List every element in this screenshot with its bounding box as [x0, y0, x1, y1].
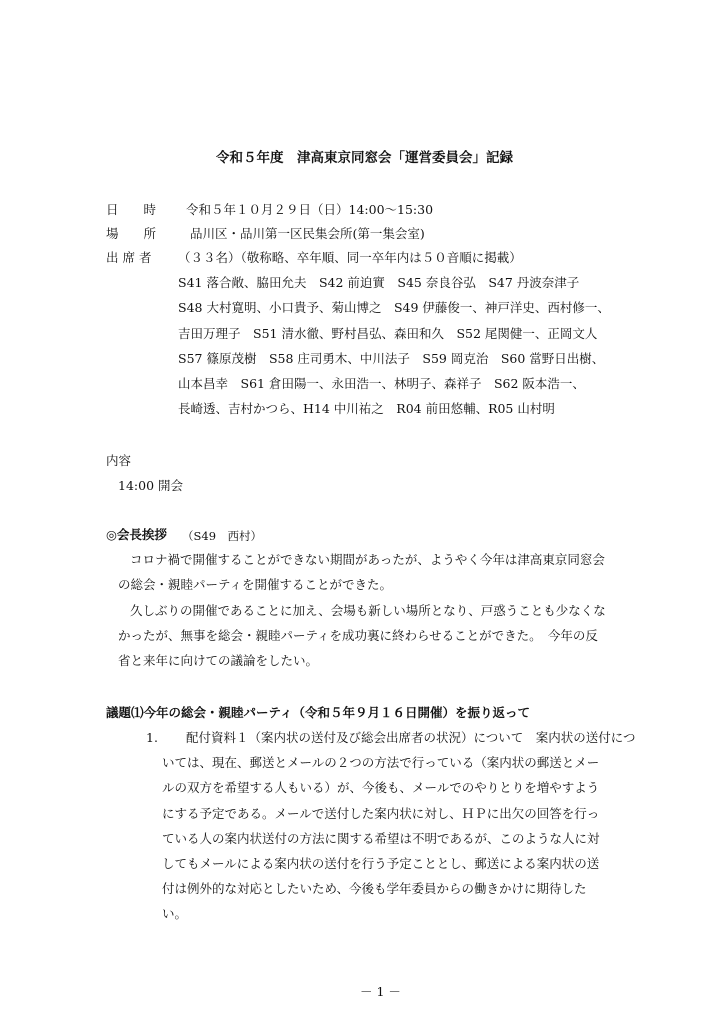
greeting-paragraph-line: かったが、無事を総会・親睦パーティを成功裏に終わらせることができた。 今年の反	[118, 628, 598, 643]
date-value: 令和５年１０月２９日（日）14:00～15:30	[186, 202, 434, 217]
agenda-item-line: いては、現在、郵送とメールの２つの方法で行っている（案内状の郵送とメー	[162, 755, 600, 770]
agenda-item-line: にする予定である。メールで送付した案内状に対し、ＨＰに出欠の回答を行っ	[162, 806, 600, 821]
place-label: 場 所	[106, 226, 157, 241]
greeting-paragraph-line: 久しぶりの開催であることに加え、会場も新しい場所となり、戸惑うことも少なくな	[130, 603, 606, 618]
opening-time: 14:00 開会	[118, 478, 183, 493]
greeting-paragraph-line: 省と来年に向けての議論をしたい。	[118, 653, 319, 668]
greeting-heading: ◎会長挨拶	[106, 527, 167, 542]
attendees-line: S41 落合敞、脇田允夫 S42 前迫實 S45 奈良谷弘 S47 丹波奈津子	[178, 275, 580, 290]
page-number: － 1 －	[360, 984, 401, 999]
greeting-speaker: （S49 西村）	[182, 529, 263, 543]
contents-heading: 内容	[106, 453, 132, 468]
page-title: 令和５年度 津高東京同窓会「運営委員会」記録	[216, 150, 513, 166]
attendees-line: S57 篠原茂樹 S58 庄司勇木、中川法子 S59 岡克治 S60 當野日出樹、	[178, 351, 605, 366]
attendees-line: 山本昌幸 S61 倉田陽一、永田浩一、林明子、森祥子 S62 阪本浩一、	[178, 376, 585, 391]
agenda-item-line: 付は例外的な対応としたいため、今後も学年委員からの働きかけに期待した	[162, 881, 587, 896]
attendees-line: 長崎透、吉村かつら、H14 中川祐之 R04 前田悠輔、R05 山村明	[178, 401, 555, 416]
place-value: 品川区・品川第一区民集会所(第一集会室)	[190, 226, 425, 241]
agenda-item-line: ルの双方を希望する人もいる）が、今後も、メールでのやりとりを増やすよう	[162, 780, 600, 795]
attendees-header: （３３名）（敬称略、卒年順、同一卒年内は５０音順に掲載）	[178, 250, 522, 265]
agenda-heading: 議題⑴今年の総会・親睦パーティ（令和５年９月１６日開催）を振り返って	[106, 705, 531, 720]
agenda-item-line: 配付資料１（案内状の送付及び総会出席者の状況）について 案内状の送付につ	[186, 730, 636, 745]
agenda-item-line: ている人の案内状送付の方法に関する希望は不明であるが、このような人に対	[162, 831, 600, 846]
attendees-line: 吉田万理子 S51 清水徹、野村昌弘、森田和久 S52 尾関健一、正岡文人	[178, 326, 598, 341]
greeting-paragraph-line: コロナ禍で開催することができない期間があったが、ようやく今年は津高東京同窓会	[130, 552, 605, 567]
attendees-label: 出 席 者	[106, 250, 152, 265]
greeting-paragraph-line: の総会・親睦パーティを開催することができた。	[118, 577, 393, 592]
agenda-item-line: してもメールによる案内状の送付を行う予定こととし、郵送による案内状の送	[162, 856, 600, 871]
agenda-item-line: い。	[162, 906, 188, 921]
date-label: 日 時	[106, 202, 157, 217]
agenda-item-number: 1.	[146, 730, 158, 745]
attendees-line: S48 大村寛明、小口貴予、菊山博之 S49 伊藤俊一、神戸洋史、西村修一、	[178, 300, 610, 315]
